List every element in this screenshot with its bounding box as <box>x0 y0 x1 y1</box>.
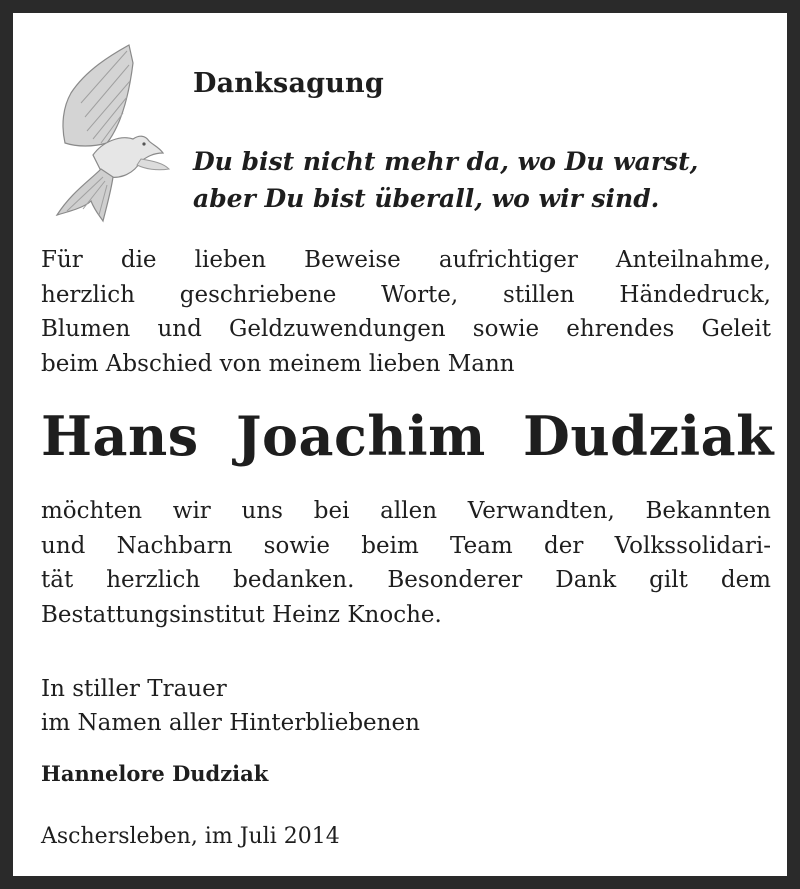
thanks-line: und Nachbarn sowie beim Team der Volkssolidari- <box>41 532 771 559</box>
mourning-note <box>41 672 420 740</box>
thanks-line: Bestattungsinstitut Heinz Knoche. <box>41 601 442 628</box>
thanks-paragraph <box>41 494 771 632</box>
intro-line: Für die lieben Beweise aufrichtiger Anteilnahme, <box>41 247 771 273</box>
mourning-line: im Namen aller Hinterbliebenen <box>41 710 420 736</box>
quote-line: aber Du bist überall, wo wir sind. <box>193 184 660 213</box>
mourning-line: In stiller Trauer <box>41 676 227 702</box>
thanks-line: möchten wir uns bei allen Verwandten, Bekannten <box>41 498 771 524</box>
intro-line: herzlich geschriebene Worte, stillen Händedruck, <box>41 281 771 308</box>
intro-line: beim Abschied von meinem lieben Mann <box>41 350 515 377</box>
page-title: Danksagung <box>193 68 384 99</box>
dove-icon <box>41 35 173 225</box>
place-date: Aschersleben, im Juli 2014 <box>41 824 340 849</box>
quote-line: Du bist nicht mehr da, wo Du warst, <box>193 147 699 176</box>
thanks-line: tät herzlich bedanken. Besonderer Dank gilt dem <box>41 567 771 593</box>
deceased-name: Hans Joachim Dudziak <box>41 404 774 468</box>
intro-line: Blumen und Geldzuwendungen sowie ehrendes Geleit <box>41 316 771 342</box>
intro-paragraph <box>41 243 771 381</box>
quote <box>193 143 698 217</box>
signer-name: Hannelore Dudziak <box>41 761 269 786</box>
